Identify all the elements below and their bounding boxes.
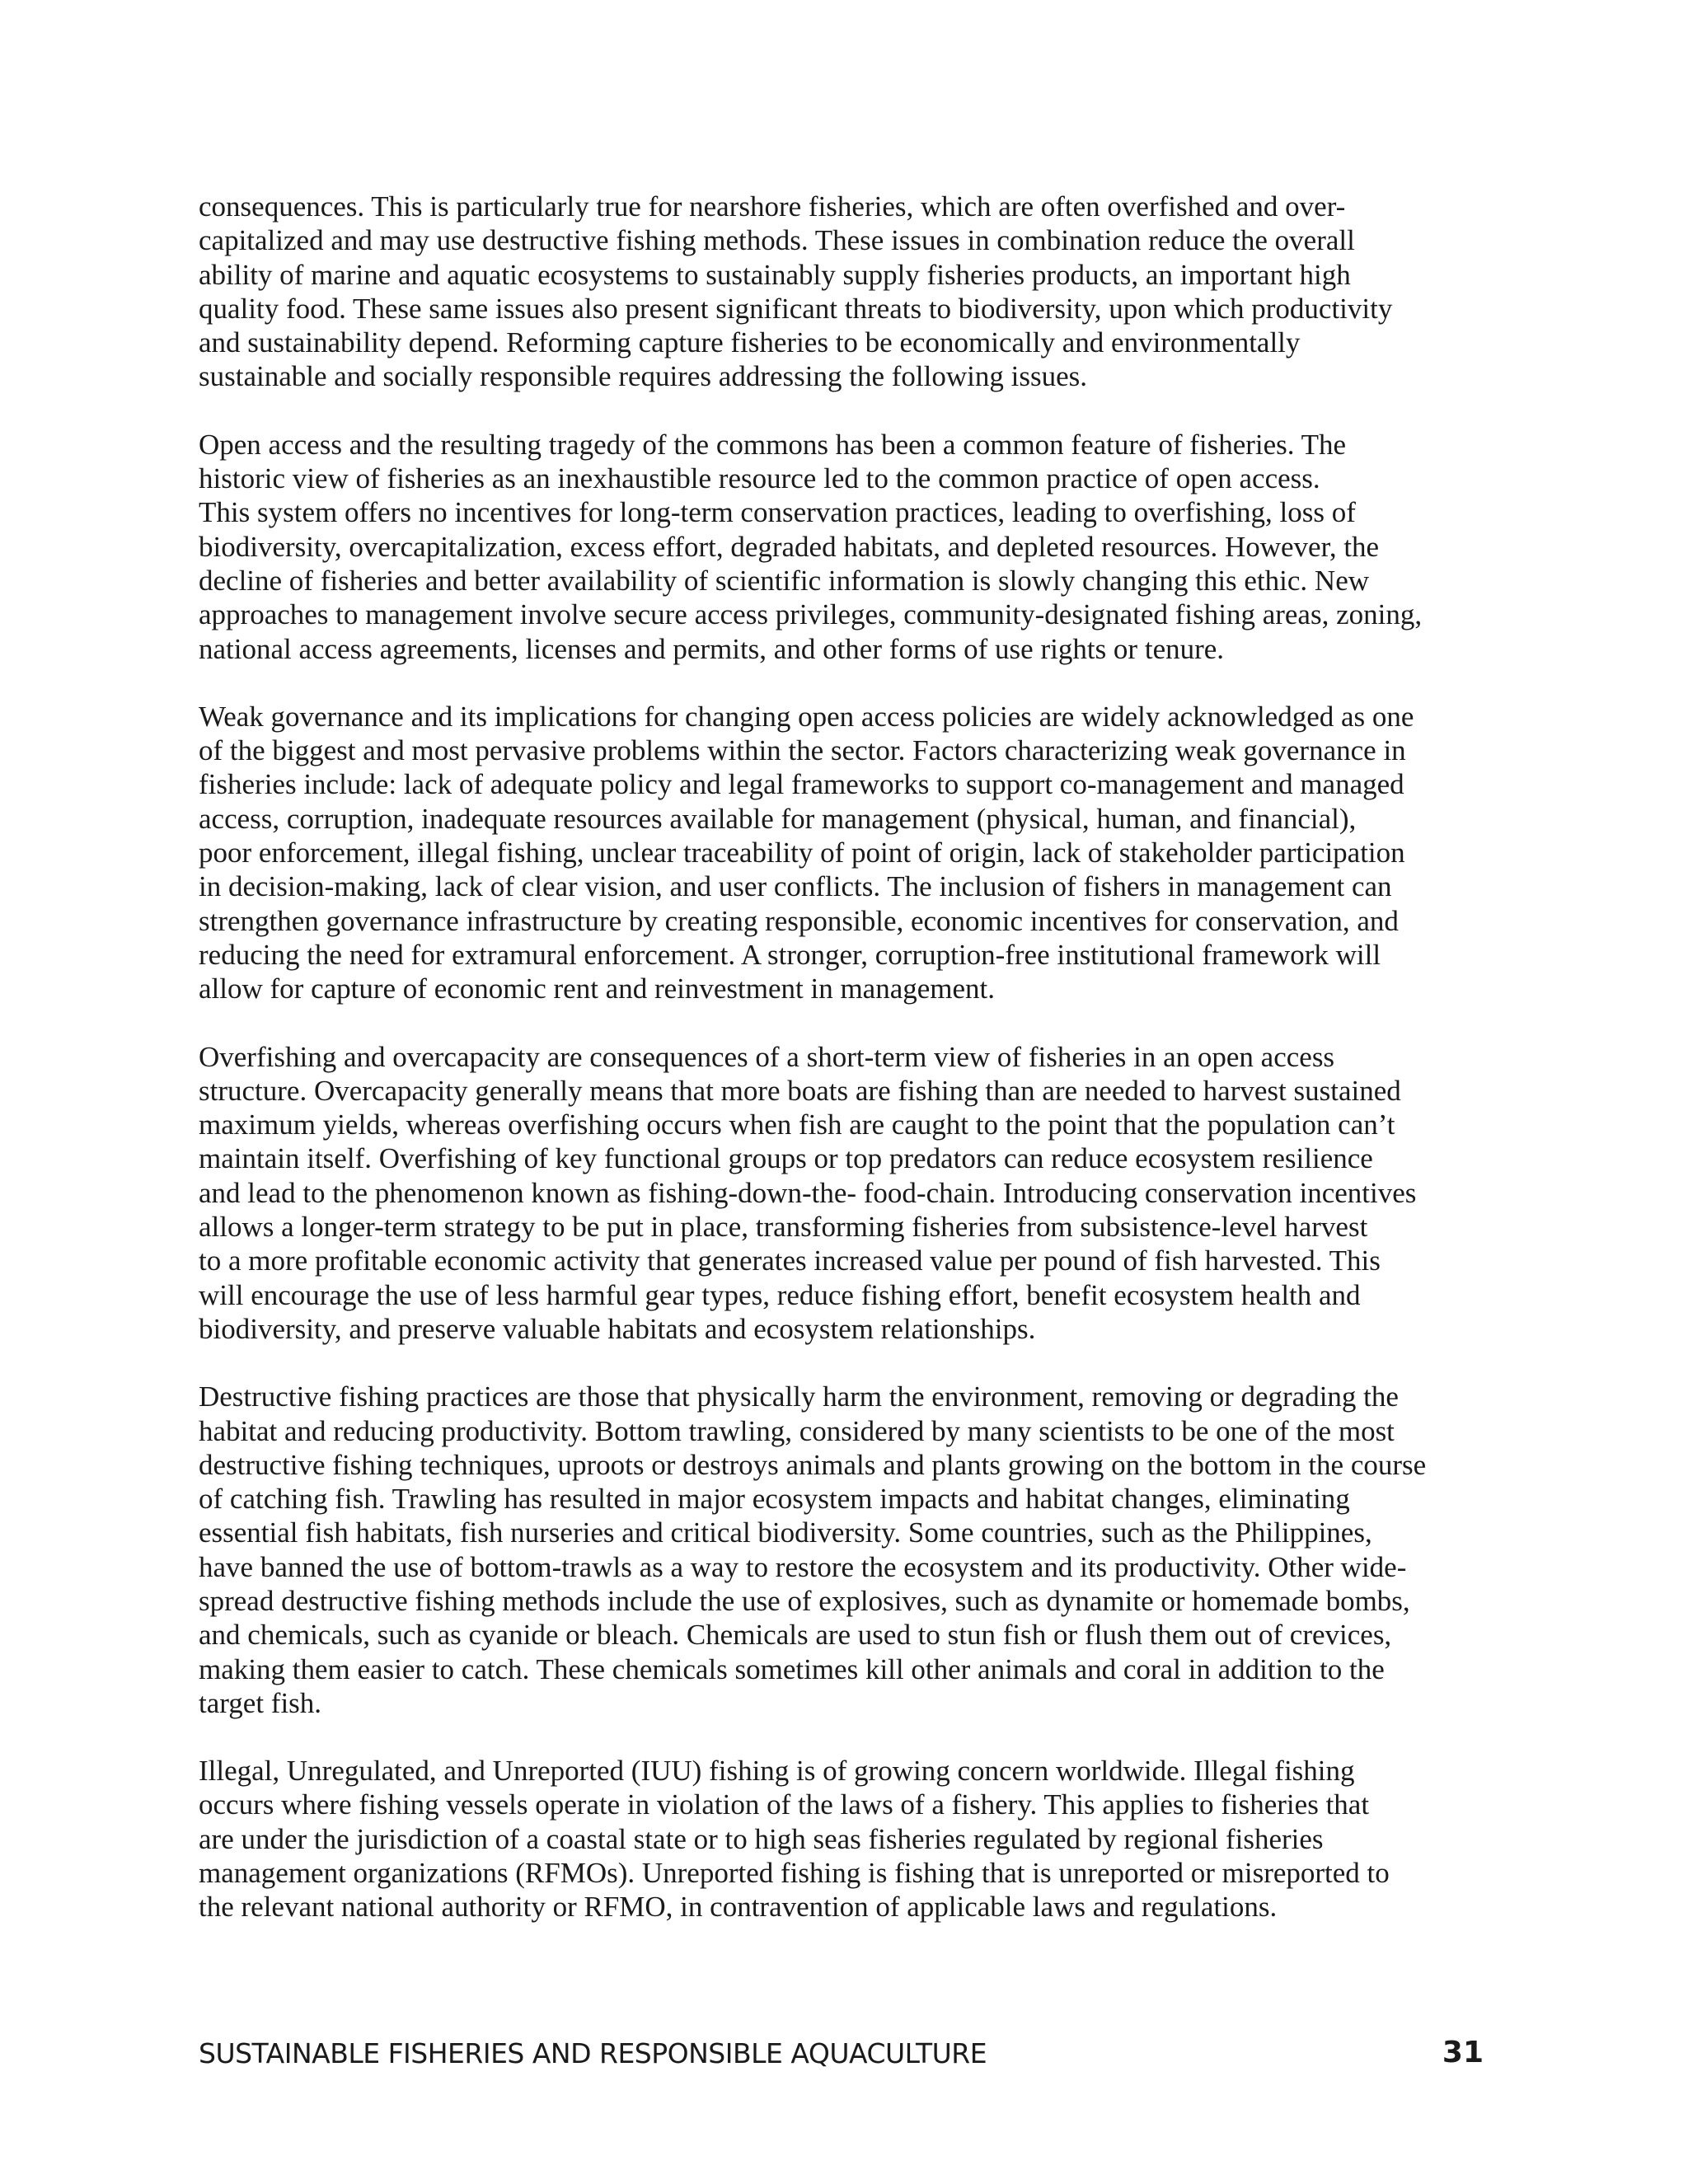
text-line: fisheries include: lack of adequate policy and legal frameworks to support co-management and managed bbox=[199, 768, 1404, 801]
text-line: ability of marine and aquatic ecosystems to sustainably supply fisheries products, an important high bbox=[199, 258, 1351, 291]
text-line: Open access and the resulting tragedy of the commons has been a common feature of fisheries. The bbox=[199, 428, 1347, 461]
text-line: decline of fisheries and better availability of scientific information is slowly changing this ethic. New bbox=[199, 564, 1370, 597]
text-line: allows a longer-term strategy to be put in place, transforming fisheries from subsistence-level harvest bbox=[199, 1211, 1368, 1244]
text-line: national access agreements, licenses and permits, and other forms of use rights or tenure. bbox=[199, 632, 1225, 665]
text-line: poor enforcement, illegal fishing, unclear traceability of point of origin, lack of stakeholder participation bbox=[199, 837, 1405, 869]
text-line: making them easier to catch. These chemicals sometimes kill other animals and coral in addition to the bbox=[199, 1652, 1385, 1685]
text-line: reducing the need for extramural enforcement. A stronger, corruption-free institutional framework will bbox=[199, 938, 1381, 971]
text-line: biodiversity, overcapitalization, excess effort, degraded habitats, and depleted resources. However, the bbox=[199, 530, 1380, 563]
text-line: occurs where fishing vessels operate in violation of the laws of a fishery. This applies to fisheries that bbox=[199, 1788, 1370, 1821]
text-line: habitat and reducing productivity. Bottom trawling, considered by many scientists to be one of the most bbox=[199, 1414, 1395, 1447]
text-line: approaches to management involve secure access privileges, community-designated fishing areas, zoning, bbox=[199, 598, 1423, 631]
text-line: are under the jurisdiction of a coastal state or to high seas fisheries regulated by regional fisheries bbox=[199, 1822, 1324, 1855]
footer-title: SUSTAINABLE FISHERIES AND RESPONSIBLE AQUACULTURE bbox=[199, 2037, 987, 2069]
text-line: and lead to the phenomenon known as fishing-down-the- food-chain. Introducing conservation incentives bbox=[199, 1176, 1417, 1209]
text-line: of the biggest and most pervasive problems within the sector. Factors characterizing weak governance in bbox=[199, 734, 1406, 767]
paragraph-overfishing bbox=[199, 1040, 1501, 1347]
text-line: have banned the use of bottom-trawls as a way to restore the ecosystem and its productivity. Other wide- bbox=[199, 1550, 1407, 1583]
text-line: in decision-making, lack of clear vision, and user conflicts. The inclusion of fishers in management can bbox=[199, 870, 1392, 903]
text-line: and sustainability depend. Reforming capture fisheries to be economically and environmentally bbox=[199, 326, 1301, 359]
text-line: biodiversity, and preserve valuable habitats and ecosystem relationships. bbox=[199, 1312, 1036, 1345]
text-line: maximum yields, whereas overfishing occurs when fish are caught to the point that the population can’t bbox=[199, 1108, 1395, 1141]
text-line: destructive fishing techniques, uproots or destroys animals and plants growing on the bottom in the course bbox=[199, 1448, 1427, 1481]
text-line: target fish. bbox=[199, 1686, 322, 1719]
text-line: This system offers no incentives for long-term conservation practices, leading to overfishing, loss of bbox=[199, 496, 1356, 529]
text-line: Destructive fishing practices are those that physically harm the environment, removing or degrading the bbox=[199, 1380, 1399, 1413]
body-text bbox=[199, 190, 1501, 1958]
text-line: sustainable and socially responsible requires addressing the following issues. bbox=[199, 360, 1087, 393]
text-line: historic view of fisheries as an inexhaustible resource led to the common practice of open access. bbox=[199, 462, 1320, 495]
text-line: the relevant national authority or RFMO, in contravention of applicable laws and regulations. bbox=[199, 1891, 1278, 1924]
text-line: Illegal, Unregulated, and Unreported (IUU) fishing is of growing concern worldwide. Illegal fishing bbox=[199, 1755, 1355, 1788]
text-line: allow for capture of economic rent and reinvestment in management. bbox=[199, 972, 996, 1005]
paragraph-weak-governance bbox=[199, 700, 1501, 1006]
text-line: and chemicals, such as cyanide or bleach. Chemicals are used to stun fish or flush them out of crevices, bbox=[199, 1619, 1392, 1652]
text-line: capitalized and may use destructive fishing methods. These issues in combination reduce the overall bbox=[199, 224, 1355, 257]
text-line: essential fish habitats, fish nurseries and critical biodiversity. Some countries, such as the Philippines, bbox=[199, 1516, 1372, 1549]
paragraph-destructive-fishing bbox=[199, 1380, 1501, 1720]
text-line: structure. Overcapacity generally means that more boats are fishing than are needed to harvest sustained bbox=[199, 1074, 1401, 1107]
text-line: access, corruption, inadequate resources available for management (physical, human, and financial), bbox=[199, 802, 1357, 835]
text-line: quality food. These same issues also present significant threats to biodiversity, upon which productivity bbox=[199, 292, 1393, 325]
text-line: of catching fish. Trawling has resulted in major ecosystem impacts and habitat changes, eliminating bbox=[199, 1483, 1350, 1516]
text-line: strengthen governance infrastructure by creating responsible, economic incentives for conservation, and bbox=[199, 904, 1399, 937]
text-line: consequences. This is particularly true for nearshore fisheries, which are often overfished and over- bbox=[199, 190, 1346, 223]
text-line: will encourage the use of less harmful gear types, reduce fishing effort, benefit ecosystem health and bbox=[199, 1278, 1361, 1311]
text-line: to a more profitable economic activity that generates increased value per pound of fish harvested. This bbox=[199, 1244, 1381, 1277]
text-line: spread destructive fishing methods include the use of explosives, such as dynamite or homemade bombs, bbox=[199, 1584, 1410, 1617]
page-number: 31 bbox=[1442, 2036, 1484, 2069]
text-line: maintain itself. Overfishing of key functional groups or top predators can reduce ecosystem resilience bbox=[199, 1142, 1373, 1175]
text-line: Weak governance and its implications for changing open access policies are widely acknowledged as one bbox=[199, 700, 1414, 733]
paragraph-intro-consequences bbox=[199, 190, 1501, 394]
text-line: Overfishing and overcapacity are consequences of a short-term view of fisheries in an open access bbox=[199, 1040, 1335, 1073]
paragraph-open-access bbox=[199, 428, 1501, 666]
text-line: management organizations (RFMOs). Unreported fishing is fishing that is unreported or misreported to bbox=[199, 1857, 1390, 1890]
paragraph-iuu-fishing bbox=[199, 1754, 1501, 1924]
